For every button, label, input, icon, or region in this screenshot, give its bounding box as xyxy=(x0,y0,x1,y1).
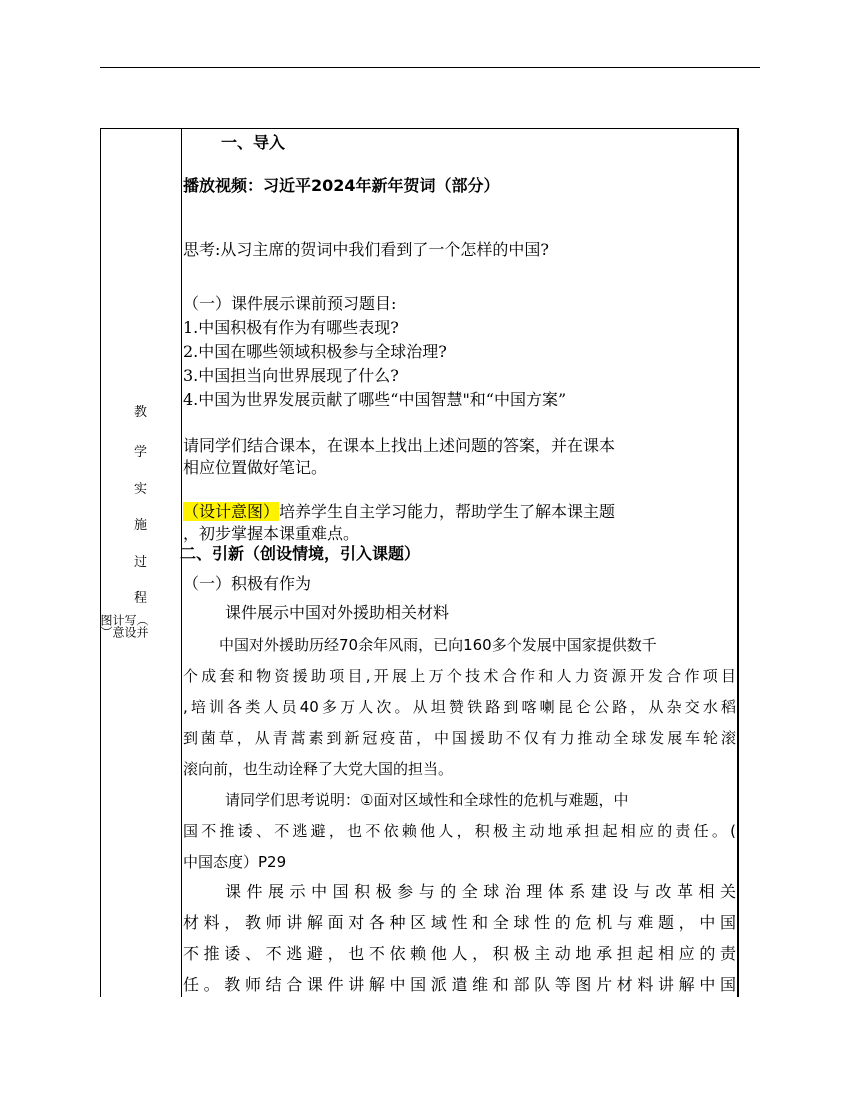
preview-question: 1.中国积极有作为有哪些表现? xyxy=(183,318,399,337)
governance-paragraph-line: 材料，教师讲解面对各种区域性和全球性的危机与难题，中国 xyxy=(183,913,736,932)
side-paren-note: （并写设计意图） xyxy=(99,614,149,638)
aid-paragraph-line: ,培训各类人员40多万人次。从坦赞铁路到喀喇昆仑公路，从杂交水稻 xyxy=(183,698,736,716)
preview-question: 2.中国在哪些领域积极参与全球治理? xyxy=(183,342,447,361)
side-char: 程 xyxy=(133,591,147,606)
governance-paragraph-line: 不推诿、不逃避，也不依赖他人，积极主动地承担起相应的责 xyxy=(183,944,736,963)
side-char: 学 xyxy=(133,445,147,460)
section-heading-new: 二、引新（创设情境，引入课题） xyxy=(180,544,421,563)
side-char: 教 xyxy=(133,405,147,420)
preview-title: （一）课件展示课前预习题目: xyxy=(183,294,397,313)
think-explain-line: 国不推诿、不逃避，也不依赖他人，积极主动地承担起相应的责任。( xyxy=(183,822,736,840)
design-intent-tag: （设计意图） xyxy=(183,502,280,521)
header-rule xyxy=(100,67,760,68)
task-line: 相应位置做好笔记。 xyxy=(183,458,328,477)
side-char: 实 xyxy=(133,482,147,497)
preview-question: 4.中国为世界发展贡献了哪些“中国智慧"和“中国方案” xyxy=(183,390,567,409)
material-title: 课件展示中国对外援助相关材料 xyxy=(225,603,450,622)
design-intent-text: 培养学生自主学习能力，帮助学生了解本课主题 xyxy=(279,502,616,521)
design-intent-cont: ，初步掌握本课重难点。 xyxy=(183,524,360,543)
aid-paragraph-line: 到菌草，从青蒿素到新冠疫苗，中国援助不仅有力推动全球发展车轮滚 xyxy=(183,729,736,747)
think-explain-line: 中国态度）P29 xyxy=(183,853,287,871)
governance-paragraph-line: 任。教师结合课件讲解中国派遣维和部队等图片材料讲解中国 xyxy=(183,975,736,994)
side-char: 施 xyxy=(133,518,147,533)
aid-paragraph-line: 滚向前，也生动诠释了大党大国的担当。 xyxy=(183,760,454,778)
think-explain-line: 请同学们思考说明：①面对区域性和全球性的危机与难题，中 xyxy=(225,791,629,809)
aid-paragraph-line: 中国对外援助历经70余年风雨，已向160多个发展中国家提供数千 xyxy=(219,636,657,654)
think-question: 思考:从习主席的贺词中我们看到了一个怎样的中国? xyxy=(183,240,549,259)
governance-paragraph-line: 课件展示中国积极参与的全球治理体系建设与改革相关 xyxy=(225,882,736,901)
section-heading-intro: 一、导入 xyxy=(221,133,286,152)
video-line: 播放视频：习近平2024年新年贺词（部分） xyxy=(183,176,500,195)
design-intent xyxy=(183,502,615,522)
subsection-heading: （一）积极有作为 xyxy=(183,574,312,593)
side-char: 过 xyxy=(133,555,147,570)
task-line: 请同学们结合课本，在课本上找出上述问题的答案，并在课本 xyxy=(183,436,616,455)
table-right-border xyxy=(737,128,739,997)
aid-paragraph-line: 个成套和物资援助项目,开展上万个技术合作和人力资源开发合作项目 xyxy=(183,667,736,685)
preview-question: 3.中国担当向世界展现了什么? xyxy=(183,366,399,385)
